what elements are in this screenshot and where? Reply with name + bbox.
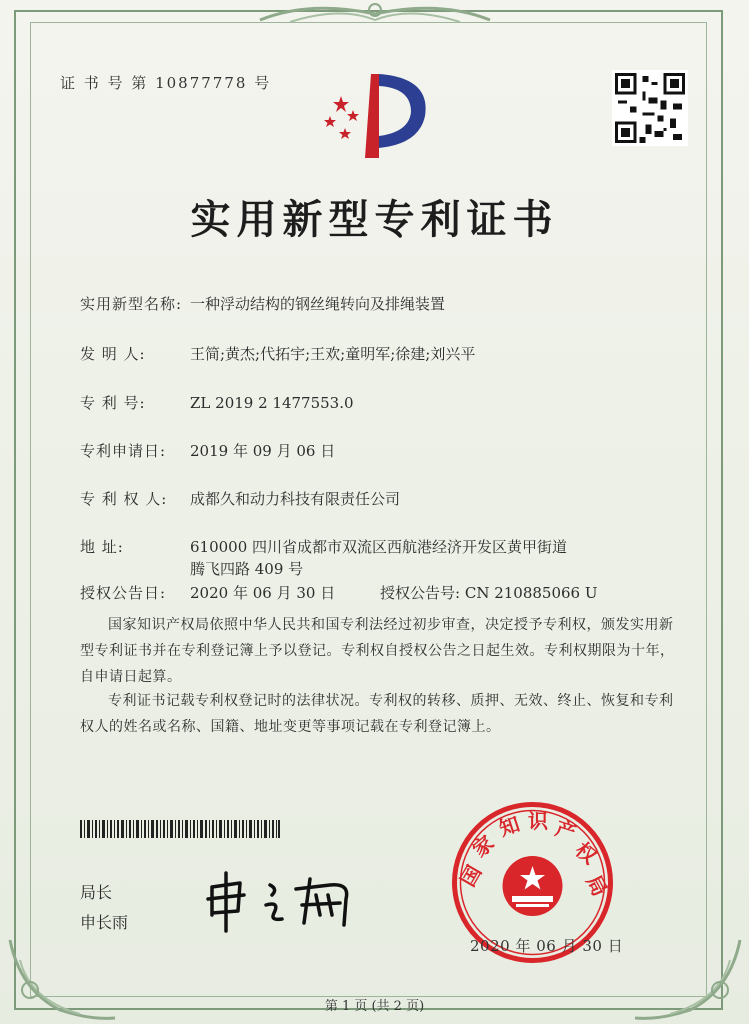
legal-status-paragraph: 专利证书记载专利权登记时的法律状况。专利权的转移、质押、无效、终止、恢复和专利权人的姓名或名称、国籍、地址变更等事项记载在专利登记簿上。 [80, 693, 674, 735]
inventor-value: 王简;黄杰;代拓宇;王欢;童明军;徐建;刘兴平 [190, 345, 476, 363]
filing-date-label: 专利申请日: [80, 442, 167, 460]
handwritten-signature [200, 865, 380, 935]
address-line-1: 610000 四川省成都市双流区西航港经济开发区黄甲街道 [190, 538, 568, 556]
patentee-row [80, 488, 400, 509]
grant-statement-paragraph: 国家知识产权局依照中华人民共和国专利法经过初步审查，决定授予专利权，颁发实用新型专利证书并在专利登记簿上予以登记。专利权自授权公告之日起生效。专利权期限为十年，自申请日起算。 [80, 617, 675, 685]
svg-text:国: 国 [455, 861, 487, 891]
svg-text:局: 局 [581, 871, 613, 901]
certificate-number: 证 书 号 第 10877778 号 [60, 74, 272, 92]
signatory-name: 申长雨 [80, 913, 129, 932]
svg-text:家: 家 [467, 830, 499, 862]
patent-number-value: ZL 2019 2 1477553.0 [190, 394, 354, 412]
top-ornament [250, 0, 500, 26]
svg-text:知: 知 [496, 811, 523, 841]
grant-date-label: 授权公告日: [80, 584, 167, 602]
inventor-row [80, 343, 475, 364]
model-name-label: 实用新型名称: [80, 295, 183, 313]
grant-number-value: CN 210885066 U [464, 584, 598, 602]
svg-text:识: 识 [528, 809, 548, 833]
page-number: 第 1 页 (共 2 页) [324, 999, 425, 1014]
signatory-title: 局长 [80, 883, 113, 902]
grant-number-label: 授权公告号: [380, 584, 461, 602]
certificate-title: 实用新型专利证书 [190, 196, 559, 243]
filing-date-value: 2019 年 09 月 06 日 [190, 442, 336, 460]
patent-number-label: 专 利 号: [80, 394, 146, 412]
grant-number-row [380, 582, 598, 603]
grant-date-value: 2020 年 06 月 30 日 [190, 584, 336, 602]
qr-code [612, 70, 688, 146]
patent-number-row [80, 392, 354, 413]
address-line-2: 腾飞四路 409 号 [190, 560, 304, 578]
inventor-label: 发 明 人: [80, 345, 146, 363]
address-label: 地 址: [80, 538, 124, 556]
patent-office-logo [313, 66, 438, 166]
svg-text:权: 权 [570, 837, 602, 869]
barcode [80, 820, 280, 838]
seal-date: 2020 年 06 月 30 日 [470, 937, 624, 955]
grant-date-row [80, 582, 335, 603]
svg-text:产: 产 [552, 815, 579, 845]
model-name-row [80, 293, 445, 314]
patentee-label: 专 利 权 人: [80, 490, 168, 508]
address-row [80, 536, 567, 557]
filing-date-row [80, 440, 335, 461]
patentee-value: 成都久和动力科技有限责任公司 [190, 490, 401, 508]
model-name-value: 一种浮动结构的钢丝绳转向及排绳装置 [190, 295, 446, 313]
